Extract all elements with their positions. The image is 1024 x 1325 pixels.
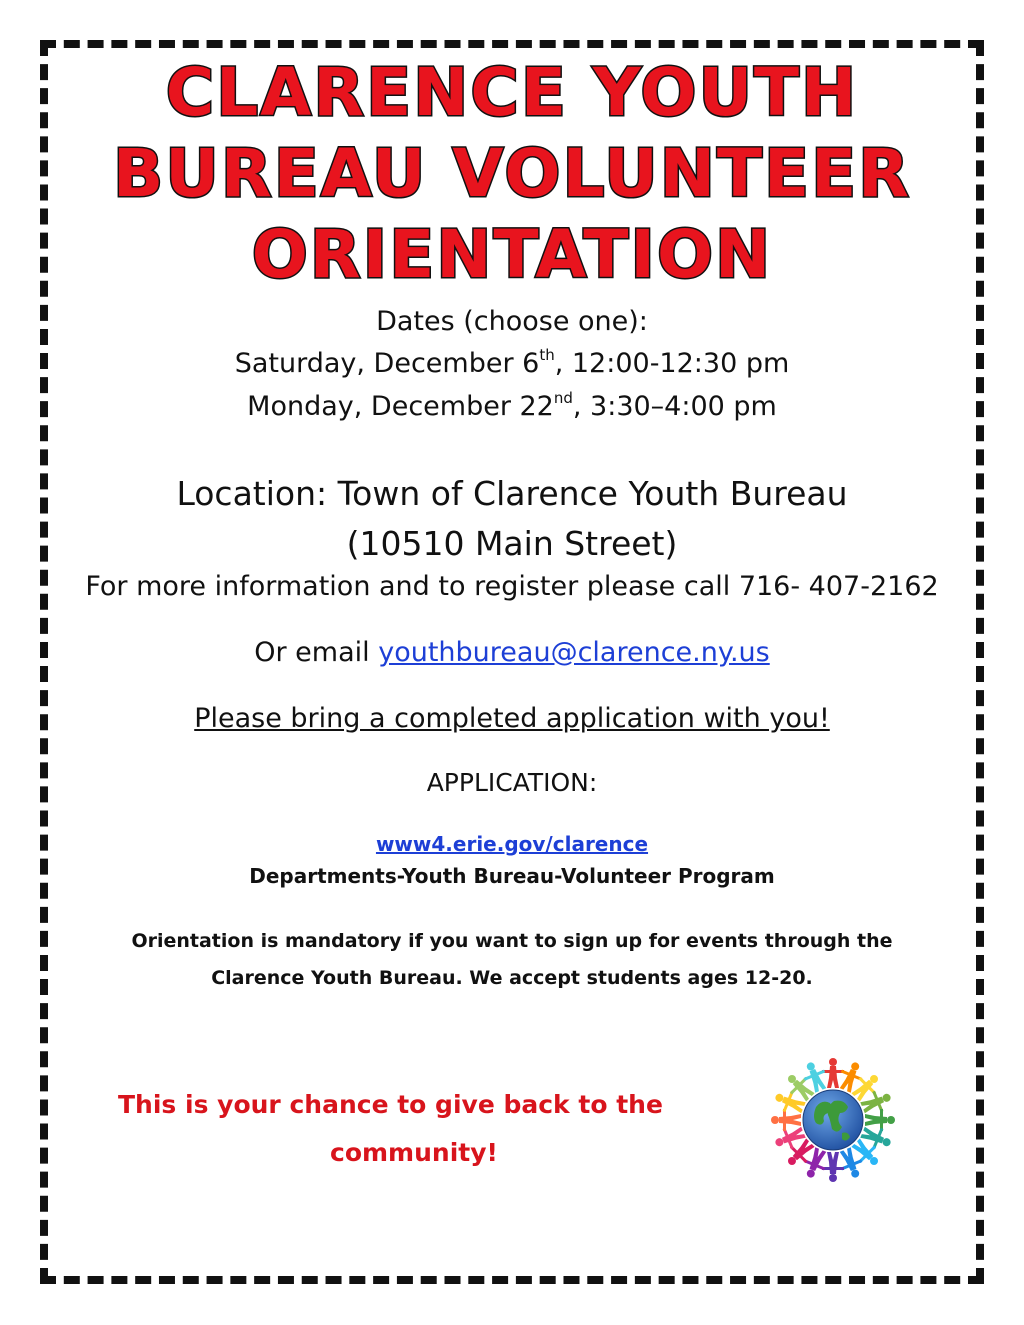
date2-suffix: nd [553, 389, 573, 407]
date1-time: , 12:00-12:30 pm [554, 348, 790, 379]
location-line: Location: Town of Clarence Youth Bureau [176, 474, 848, 513]
application-heading: APPLICATION: [426, 768, 598, 797]
application-link [0, 832, 1024, 856]
contact-phone-text: For more information and to register please call 716- 407-2162 [85, 571, 939, 602]
title-line-1: CLARENCE YOUTH [165, 54, 859, 131]
closing-line-2: community! [330, 1138, 498, 1167]
date-option-1 [0, 348, 1024, 379]
person-figure [822, 1152, 844, 1182]
application-url[interactable]: www4.erie.gov/clarence [375, 832, 649, 856]
mandatory-notice-line-1: Orientation is mandatory if you want to sign up for events through the [131, 930, 893, 952]
person-figure [865, 1109, 895, 1131]
mandatory-notice-line-2: Clarence Youth Bureau. We accept students ages 12-20. [211, 967, 813, 989]
dates-heading: Dates (choose one): [376, 306, 648, 337]
date1-text: Saturday, December 6 [234, 348, 540, 379]
date1-suffix: th [539, 346, 555, 364]
email-prefix: Or email [254, 637, 379, 668]
date-option-2 [0, 391, 1024, 422]
bring-application-note: Please bring a completed application with you! [194, 703, 830, 734]
location-address: (10510 Main Street) [346, 524, 678, 563]
globe-people-icon [768, 1055, 898, 1185]
person-figure [822, 1058, 844, 1088]
application-path: Departments-Youth Bureau-Volunteer Program [249, 864, 775, 888]
closing-line-1: This is your chance to give back to the [118, 1090, 663, 1119]
person-figure [771, 1109, 801, 1131]
email-link[interactable]: youthbureau@clarence.ny.us [378, 637, 770, 668]
title-line-2: BUREAU VOLUNTEER [113, 135, 911, 212]
title-line-3: ORIENTATION [251, 216, 773, 293]
date2-time: , 3:30–4:00 pm [572, 391, 777, 422]
email-row [0, 637, 1024, 668]
date2-text: Monday, December 22 [247, 391, 554, 422]
